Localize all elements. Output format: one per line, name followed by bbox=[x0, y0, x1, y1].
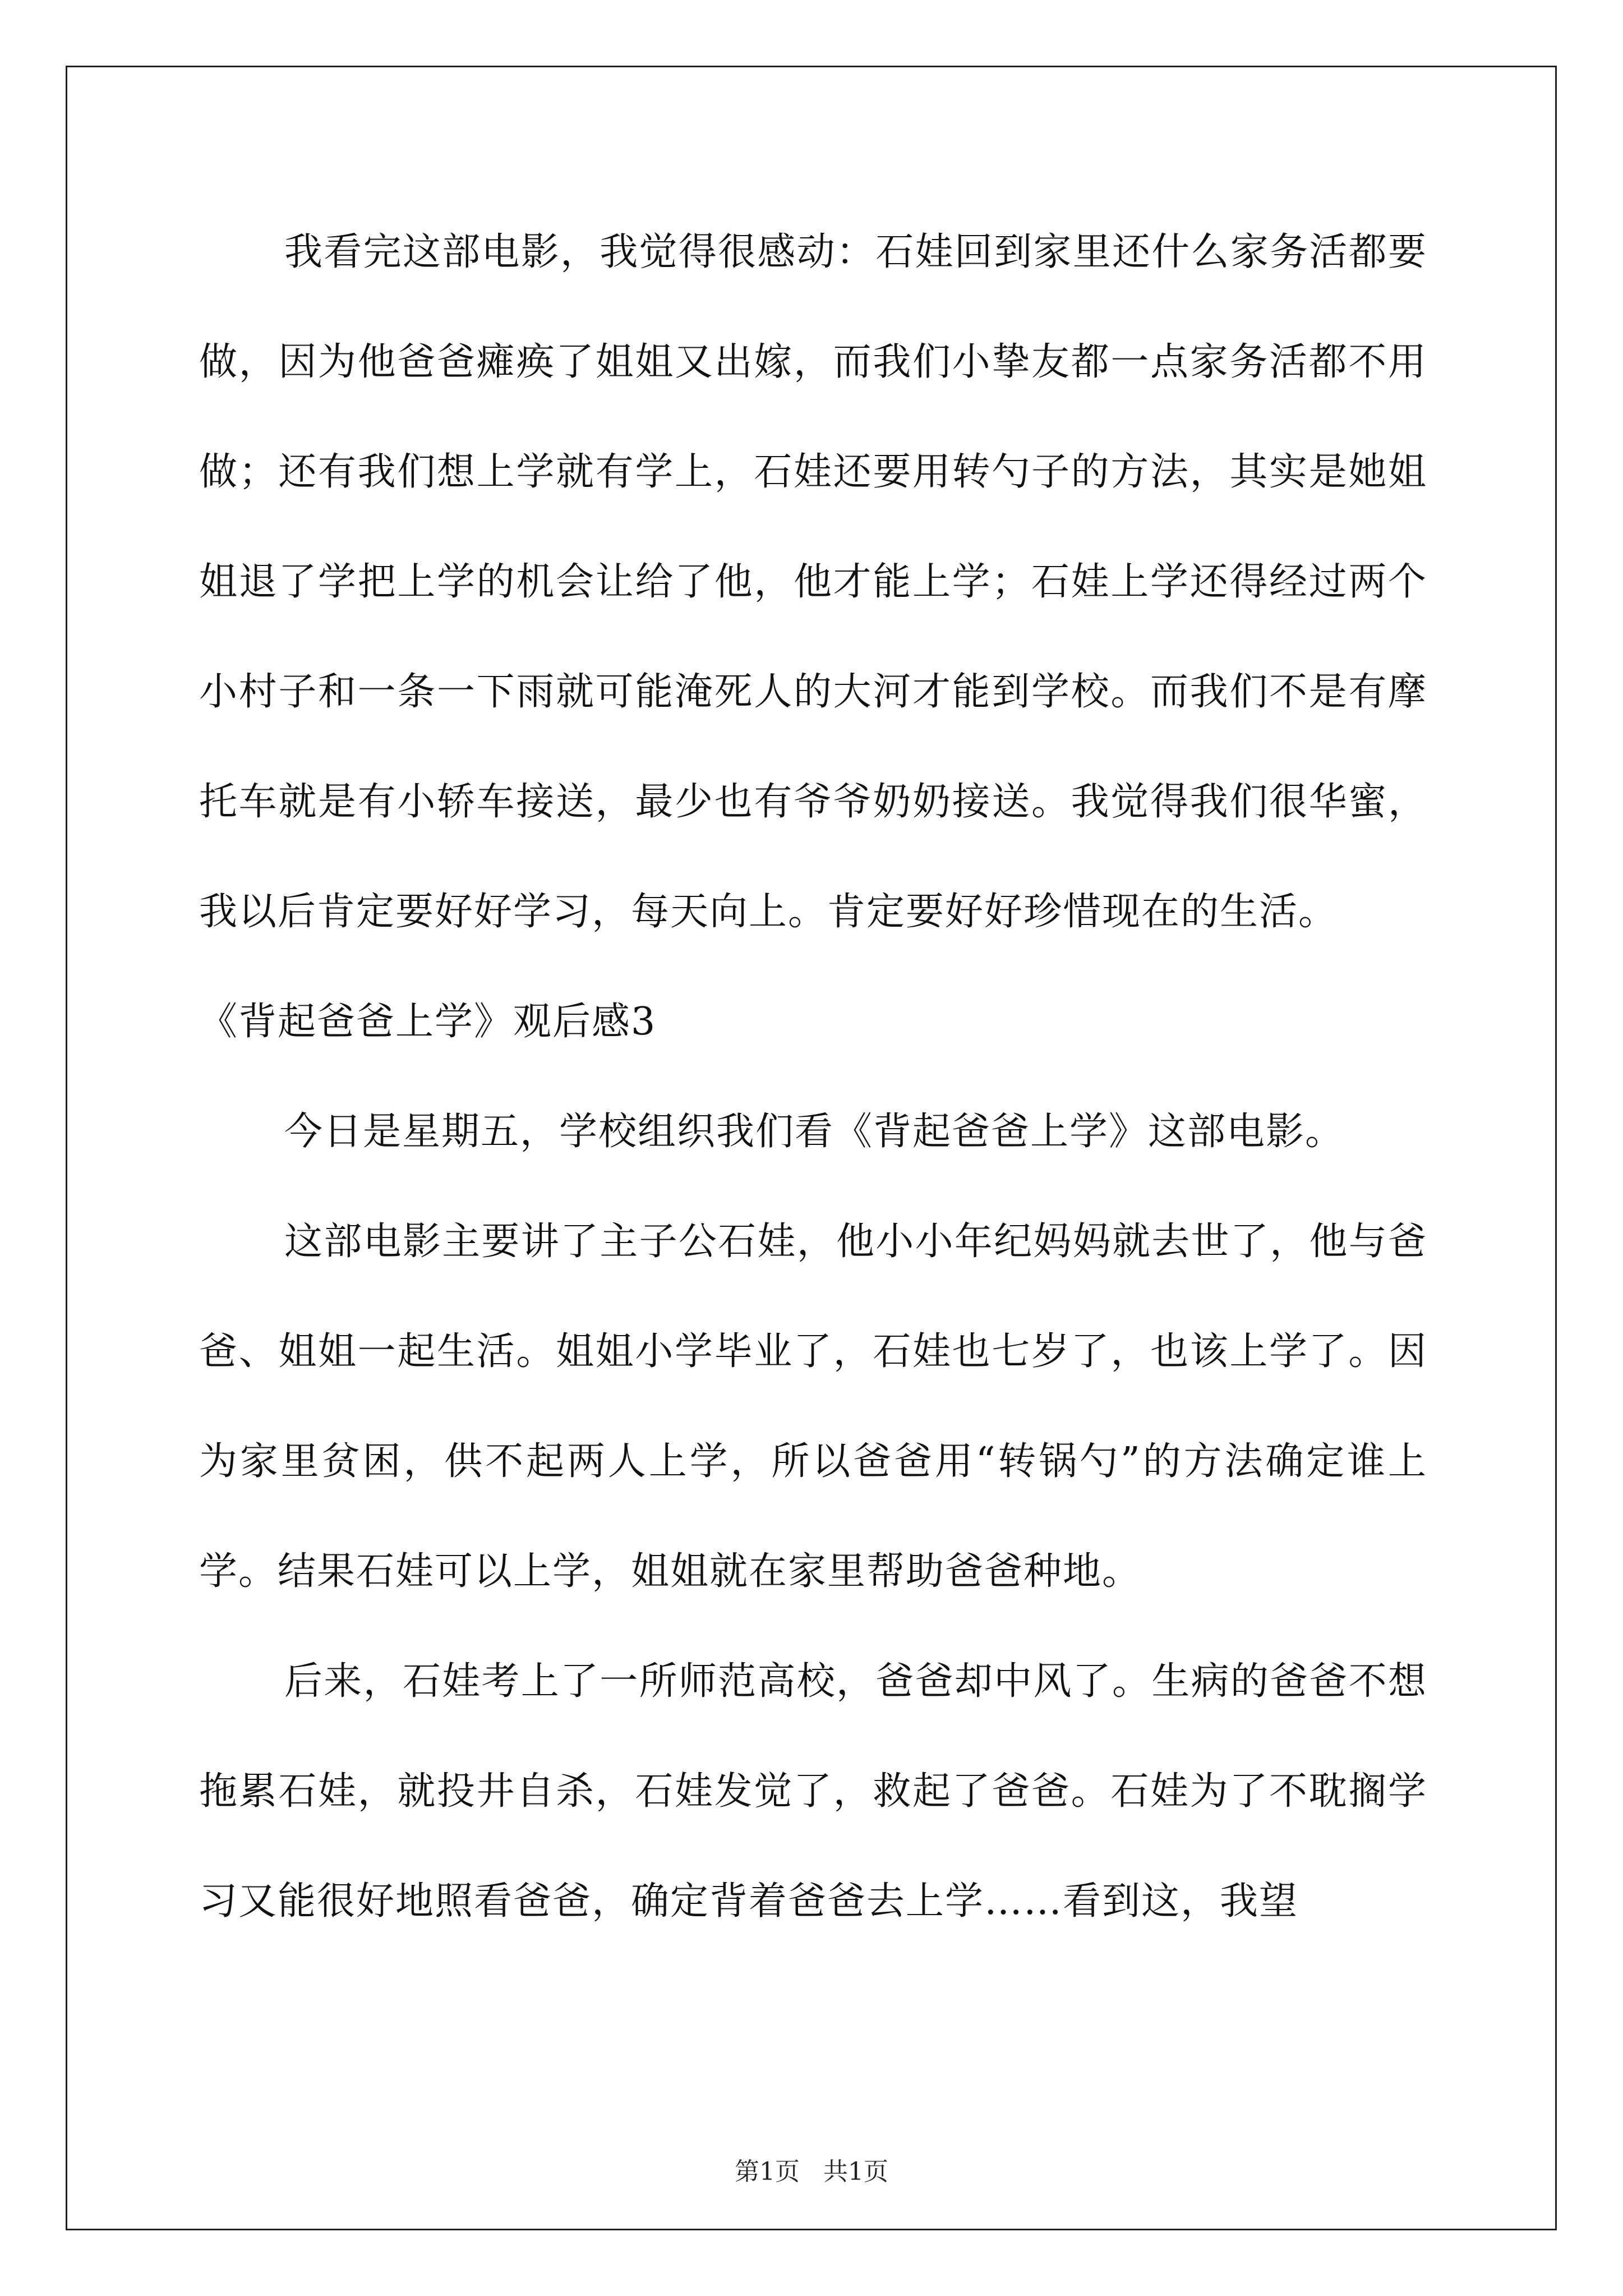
document-body bbox=[199, 197, 1427, 1957]
paragraph-3: 这部电影主要讲了主子公石娃，他小小年纪妈妈就去世了，他与爸爸、姐姐一起生活。姐姐小学毕业了，石娃也七岁了，也该上学了。因为家里贫困，供不起两人上学，所以爸爸用“转锅勺”的方法确定谁上学。结果石娃可以上学，姐姐就在家里帮助爸爸种地。 bbox=[199, 1220, 1427, 1594]
paragraph-1: 我看完这部电影，我觉得很感动：石娃回到家里还什么家务活都要做，因为他爸爸瘫痪了姐姐又出嫁，而我们小挚友都一点家务活都不用做；还有我们想上学就有学上，石娃还要用转勺子的方法，其实是她姐姐退了学把上学的机会让给了他，他才能上学；石娃上学还得经过两个小村子和一条一下雨就可能淹死人的大河才能到学校。而我们不是有摩托车就是有小轿车接送，最少也有爷爷奶奶接送。我觉得我们很华蜜，我以后肯定要好好学习，每天向上。肯定要好好珍惜现在的生活。 bbox=[199, 230, 1427, 934]
page-footer bbox=[0, 2155, 1623, 2189]
paragraph-4: 后来，石娃考上了一所师范高校，爸爸却中风了。生病的爸爸不想拖累石娃，就投井自杀，石娃发觉了，救起了爸爸。石娃为了不耽搁学习又能很好地照看爸爸，确定背着爸爸去上学……看到这，我望 bbox=[199, 1659, 1427, 1924]
paragraph-2: 今日是星期五，学校组织我们看《背起爸爸上学》这部电影。 bbox=[284, 1110, 1345, 1154]
section-heading: 《背起爸爸上学》观后感3 bbox=[199, 1000, 657, 1044]
page-total: 共1页 bbox=[823, 2157, 888, 2186]
page-number: 第1页 bbox=[735, 2157, 800, 2186]
